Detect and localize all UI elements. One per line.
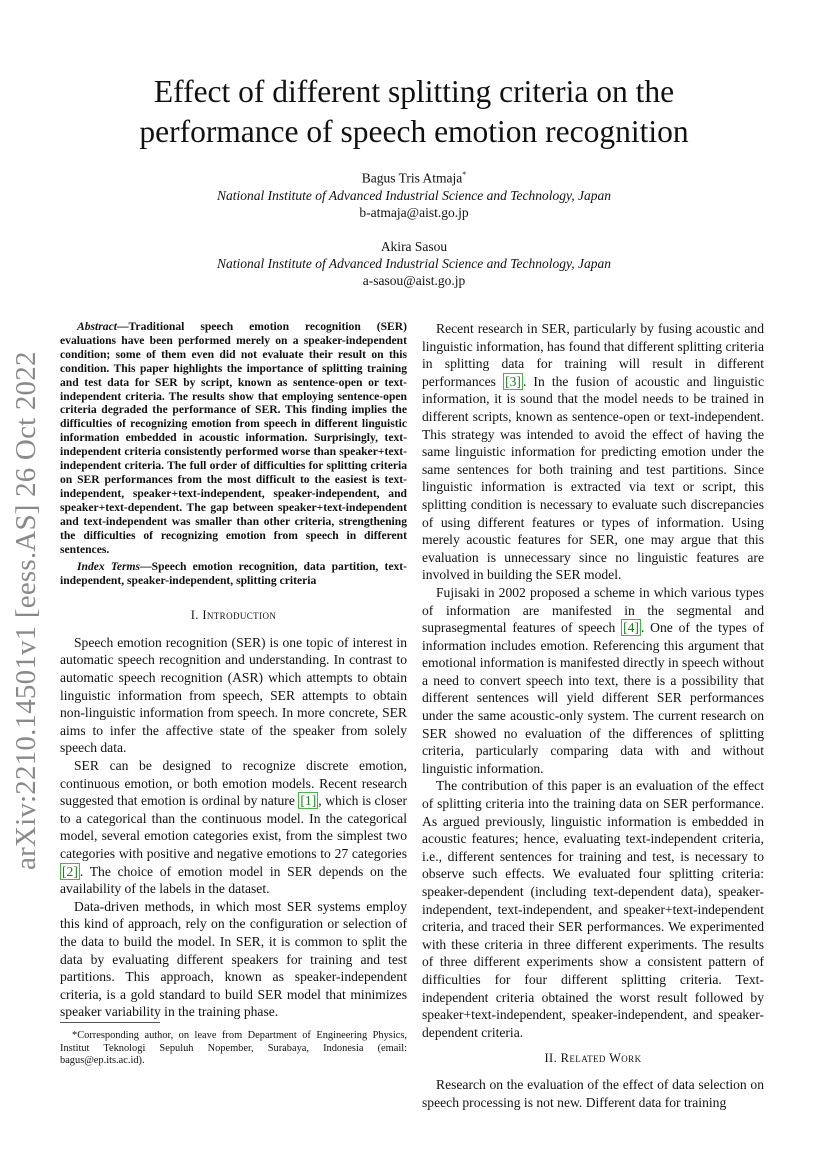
right-paragraph-1: Recent research in SER, particularly by fusing acoustic and linguistic information, has found that different splitting criteria in splitting data for training will result in different performances [3] . In the fusion of acoustic and linguistic information, it is sound that the model needs to be trained in different scripts, known as sentence-open or text-independent. This strategy was intended to avoid the effect of having the same linguistic information for predicting emotion under the same sentences for both training and test partitions. Since linguistic information is extracted via text or script, this splitting condition is necessary to evaluate such discrepancies of using different features or types of information. Using merely acoustic features for SER, one may argue that this evaluation is unnecessary since no linguistic features are involved in building the SER model. <box>422 321 764 583</box>
author-affiliation-1: National Institute of Advanced Industrial Science and Technology, Japan <box>216 187 612 203</box>
intro-paragraph-1: Speech emotion recognition (SER) is one topic of interest in automatic speech recognition and understanding. In contrast to automatic speech recognition (ASR) which attempts to obtain linguistic information from speech, SER attempts to obtain non-linguistic information from speech. In more concrete, SER aims to infer the affective state of the speaker from solely speech data. <box>60 634 407 756</box>
author-email-1[interactable]: b-atmaja@aist.go.jp <box>359 204 469 220</box>
author-name-2: Akira Sasou <box>380 239 448 254</box>
index-terms-label: Index Terms <box>77 560 141 574</box>
intro-paragraph-2: SER can be designed to recognize discrete emotion, continuous emotion, or both emotion models. Recent research suggested that emotion is ordinal by nature [1] , which is closer to a categorical than the continuous model. In the categorical model, several emotion categories exist, from the simplest two categories with positive and negative emotions to 27 categories [2] . The choice of emotion model in SER depends on the availability of the labels in the dataset. <box>60 757 408 897</box>
citation-link[interactable]: [2] <box>62 863 78 879</box>
right-column <box>422 320 764 1111</box>
right-paragraph-4: Research on the evaluation of the effect of data selection on speech processing is not new. Different data for training <box>422 1076 764 1110</box>
corresponding-author-marker: * <box>462 170 467 179</box>
author-name-1: Bagus Tris Atmaja* <box>361 170 467 186</box>
intro-paragraph-3: Data-driven methods, in which most SER systems employ this kind of approach, rely on the configuration or selection of the data to build the model. In SER, it is common to split the data by evaluating different speakers for training and test partitions. This approach, known as speaker-independent criteria, is a gold standard to build SER model that minimizes speaker variability in the training phase. <box>60 898 407 1020</box>
title-line-2: performance of speech emotion recognition <box>139 114 689 149</box>
title-line-1: Effect of different splitting criteria on the <box>153 74 675 109</box>
author-email-2[interactable]: a-sasou@aist.go.jp <box>362 273 466 288</box>
abstract <box>60 320 407 556</box>
citation-link[interactable]: [1] <box>300 793 317 809</box>
footnote: *Corresponding author, on leave from Department of Engineering Physics, Institut Teknologi Sepuluh Nopember, Surabaya, Indonesia (email: bagus@ep.its.ac.id). <box>60 1030 407 1067</box>
author-block-2 <box>60 238 768 289</box>
index-terms-text: —Speech emotion recognition, data partition, text-independent, speaker-independent, splitting criteria <box>60 560 407 588</box>
section-heading-introduction: I. Introduction <box>190 608 277 623</box>
paper-title <box>60 72 768 152</box>
right-paragraph-2: Fujisaki in 2002 proposed a scheme in which various types of information are manifested in the segmental and suprasegmental features of speech [4] . One of the types of information includes emotion. Referencing this argument that emotional information is manifested directly in speech without a need to convert speech into text, there is a possibility that different sentences will yield different SER performances under the same acoustic-only system. The current research on SER showed no evaluation of the differences of splitting criteria, particularly comparing data with and without linguistic information. <box>422 584 764 776</box>
author-block-1 <box>60 166 768 221</box>
author-affiliation-2: National Institute of Advanced Industrial Science and Technology, Japan <box>216 256 612 271</box>
citation-link[interactable]: [3] <box>505 373 521 389</box>
arxiv-identifier-stamp: arXiv:2210.14501v1 [eess.AS] 26 Oct 2022 <box>10 351 42 870</box>
section-heading-related-work: II. Related Work <box>544 1051 642 1066</box>
footnote-divider <box>60 1022 160 1023</box>
abstract-label: Abstract <box>77 320 117 333</box>
left-column <box>60 320 407 1021</box>
citation-link[interactable]: [4] <box>623 620 639 636</box>
index-terms <box>60 560 407 588</box>
right-paragraph-3: The contribution of this paper is an evaluation of the effect of splitting criteria into the training data on SER performance. As argued previously, linguistic information is embedded in acoustic features; hence, evaluating text-independent criteria, i.e., different sentences for training and test, is necessary to observe such effects. We evaluated four splitting criteria: speaker-dependent (including text-dependent data), speaker-independent, text-independent, and speaker+text-independent criteria, and traced their SER performances. We experimented with these criteria in three different experiments. The results of three different experiments show a consistent pattern of difficulties for four different splitting criteria. Text-independent criteria obtained the worst result followed by speaker+text-independent, speaker-independent, and speaker-dependent criteria. <box>422 778 764 1040</box>
abstract-text: —Traditional speech emotion recognition (SER) evaluations have been performed merely on a speaker-independent condition; some of them even did not evaluate their result on this condition. This paper highlights the importance of splitting training and test data for SER by script, known as sentence-open or text-independent criteria. The results show that employing sentence-open criteria degraded the performance of SER. This finding implies the difficulties of recognizing emotion from speech in different linguistic information embedded in acoustic information. Surprisingly, text-independent criteria consistently performed worse than speaker+text-independent criteria. The full order of difficulties for splitting criteria on SER performances from the most difficult to the easiest is text-independent, speaker+text-independent, speaker-independent, and speaker+text-dependent. The gap between speaker+text-independent and text-independent was smaller than other criteria, strengthening the difficulties of recognizing emotion from speech in different sentences. <box>60 320 407 556</box>
